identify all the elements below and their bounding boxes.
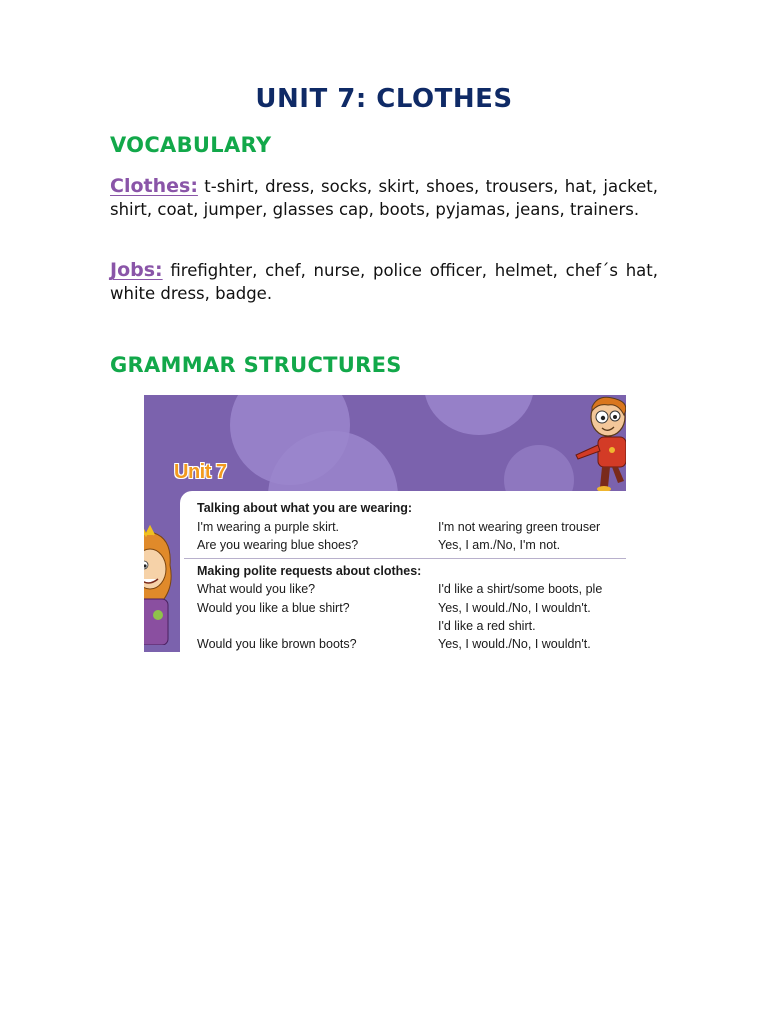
s1-row1-left: I'm wearing a purple skirt.	[197, 520, 340, 534]
vocabulary-heading: VOCABULARY	[110, 133, 272, 157]
jobs-paragraph	[110, 259, 658, 305]
unit-badge: Unit 7	[174, 461, 227, 483]
s2-row2-left: Would you like a blue shirt?	[197, 601, 350, 615]
textbook-grammar-image	[144, 395, 626, 652]
grammar-heading: GRAMMAR STRUCTURES	[110, 353, 402, 377]
s2-row1-left: What would you like?	[197, 582, 316, 596]
s2-row4-left: Would you like brown boots?	[197, 637, 357, 651]
jobs-label: Jobs:	[110, 259, 163, 281]
section1-title: Talking about what you are wearing:	[197, 501, 413, 515]
s2-row2-right: Yes, I would./No, I wouldn't.	[438, 601, 591, 615]
s2-row3-right: I'd like a red shirt.	[438, 619, 536, 633]
section2-title: Making polite requests about clothes:	[197, 564, 422, 578]
jobs-text: firefighter, chef, nurse, police officer, helmet, chef´s hat, white dress, badge.	[110, 261, 658, 303]
s2-row1-right: I'd like a shirt/some boots, ple	[438, 582, 603, 596]
cartoon-boy-illustration	[572, 395, 626, 495]
clothes-paragraph	[110, 175, 658, 221]
s1-row2-left: Are you wearing blue shoes?	[197, 538, 359, 552]
clothes-text: t-shirt, dress, socks, skirt, shoes, trousers, hat, jacket, shirt, coat, jumper, glasses cap, boots, pyjamas, jeans, trainers.	[110, 177, 658, 219]
section-divider	[184, 558, 626, 559]
s1-row2-right: Yes, I am./No, I'm not.	[438, 538, 561, 552]
clothes-label: Clothes:	[110, 175, 198, 197]
s1-row1-right: I'm not wearing green trouser	[438, 520, 601, 534]
page-title: UNIT 7: CLOTHES	[255, 84, 513, 114]
s2-row4-right: Yes, I would./No, I wouldn't.	[438, 637, 591, 651]
decor-circle	[424, 395, 534, 435]
cartoon-girl-illustration	[144, 525, 176, 645]
